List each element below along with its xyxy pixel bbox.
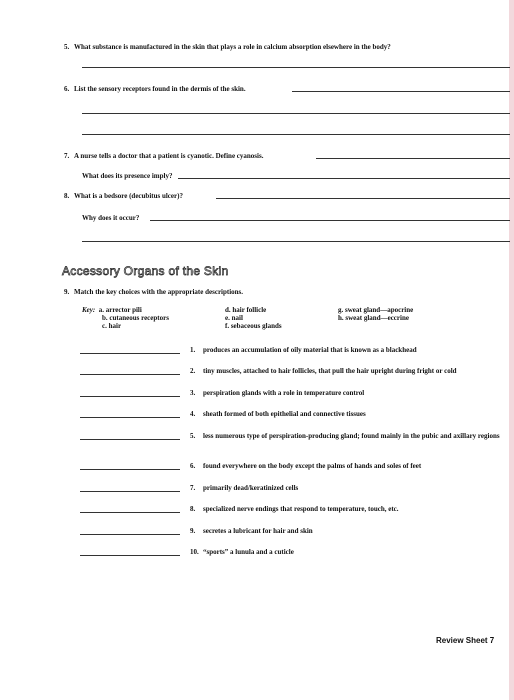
answer-line[interactable] <box>178 178 510 179</box>
key-column-1: Key: a. arrector pili b. cutaneous receptors c. hair <box>82 306 169 330</box>
match-row: 2. tiny muscles, attached to hair follicles, that pull the hair upright during fright or cold <box>0 367 514 387</box>
answer-blank[interactable] <box>80 469 180 470</box>
key-column-3: g. sweat gland—apocrine h. sweat gland—eccrine <box>338 306 414 322</box>
question-9: 9. Match the key choices with the appropriate descriptions. <box>64 288 244 296</box>
question-7: 7. A nurse tells a doctor that a patient is cyanotic. Define cyanosis. <box>64 152 264 160</box>
answer-line[interactable] <box>82 67 510 68</box>
question-6: 6. List the sensory receptors found in the dermis of the skin. <box>64 85 246 93</box>
answer-line[interactable] <box>82 113 510 114</box>
question-7-followup: What does its presence imply? <box>82 172 173 180</box>
match-row: 6. found everywhere on the body except the palms of hands and soles of feet <box>0 462 514 482</box>
match-row: 5. less numerous type of perspiration-producing gland; found mainly in the pubic and axillary regions <box>0 432 514 452</box>
question-5: 5. What substance is manufactured in the skin that plays a role in calcium absorption elsewhere in the body? <box>64 43 391 51</box>
match-row: 10. “sports” a lunula and a cuticle <box>0 548 514 568</box>
answer-blank[interactable] <box>80 353 180 354</box>
section-title: Accessory Organs of the Skin <box>62 264 229 278</box>
match-row: 3. perspiration glands with a role in temperature control <box>0 389 514 409</box>
match-row: 8. specialized nerve endings that respond to temperature, touch, etc. <box>0 505 514 525</box>
answer-line[interactable] <box>82 134 510 135</box>
match-row: 4. sheath formed of both epithelial and connective tissues <box>0 410 514 430</box>
answer-blank[interactable] <box>80 417 180 418</box>
answer-line[interactable] <box>82 241 510 242</box>
answer-line[interactable] <box>216 198 510 199</box>
match-row: 7. primarily dead/keratinized cells <box>0 484 514 504</box>
answer-line[interactable] <box>316 158 510 159</box>
answer-blank[interactable] <box>80 512 180 513</box>
key-column-2: d. hair follicle e. nail f. sebaceous glands <box>225 306 282 330</box>
answer-blank[interactable] <box>80 396 180 397</box>
page-footer: Review Sheet 7 <box>436 636 495 645</box>
question-8-followup: Why does it occur? <box>82 214 140 222</box>
answer-blank[interactable] <box>80 491 180 492</box>
question-8: 8. What is a bedsore (decubitus ulcer)? <box>64 192 183 200</box>
answer-line[interactable] <box>150 220 510 221</box>
match-row: 9. secretes a lubricant for hair and skin <box>0 527 514 547</box>
answer-line[interactable] <box>292 91 510 92</box>
answer-blank[interactable] <box>80 534 180 535</box>
answer-blank[interactable] <box>80 555 180 556</box>
answer-blank[interactable] <box>80 439 180 440</box>
answer-blank[interactable] <box>80 374 180 375</box>
match-row: 1. produces an accumulation of oily material that is known as a blackhead <box>0 346 514 366</box>
